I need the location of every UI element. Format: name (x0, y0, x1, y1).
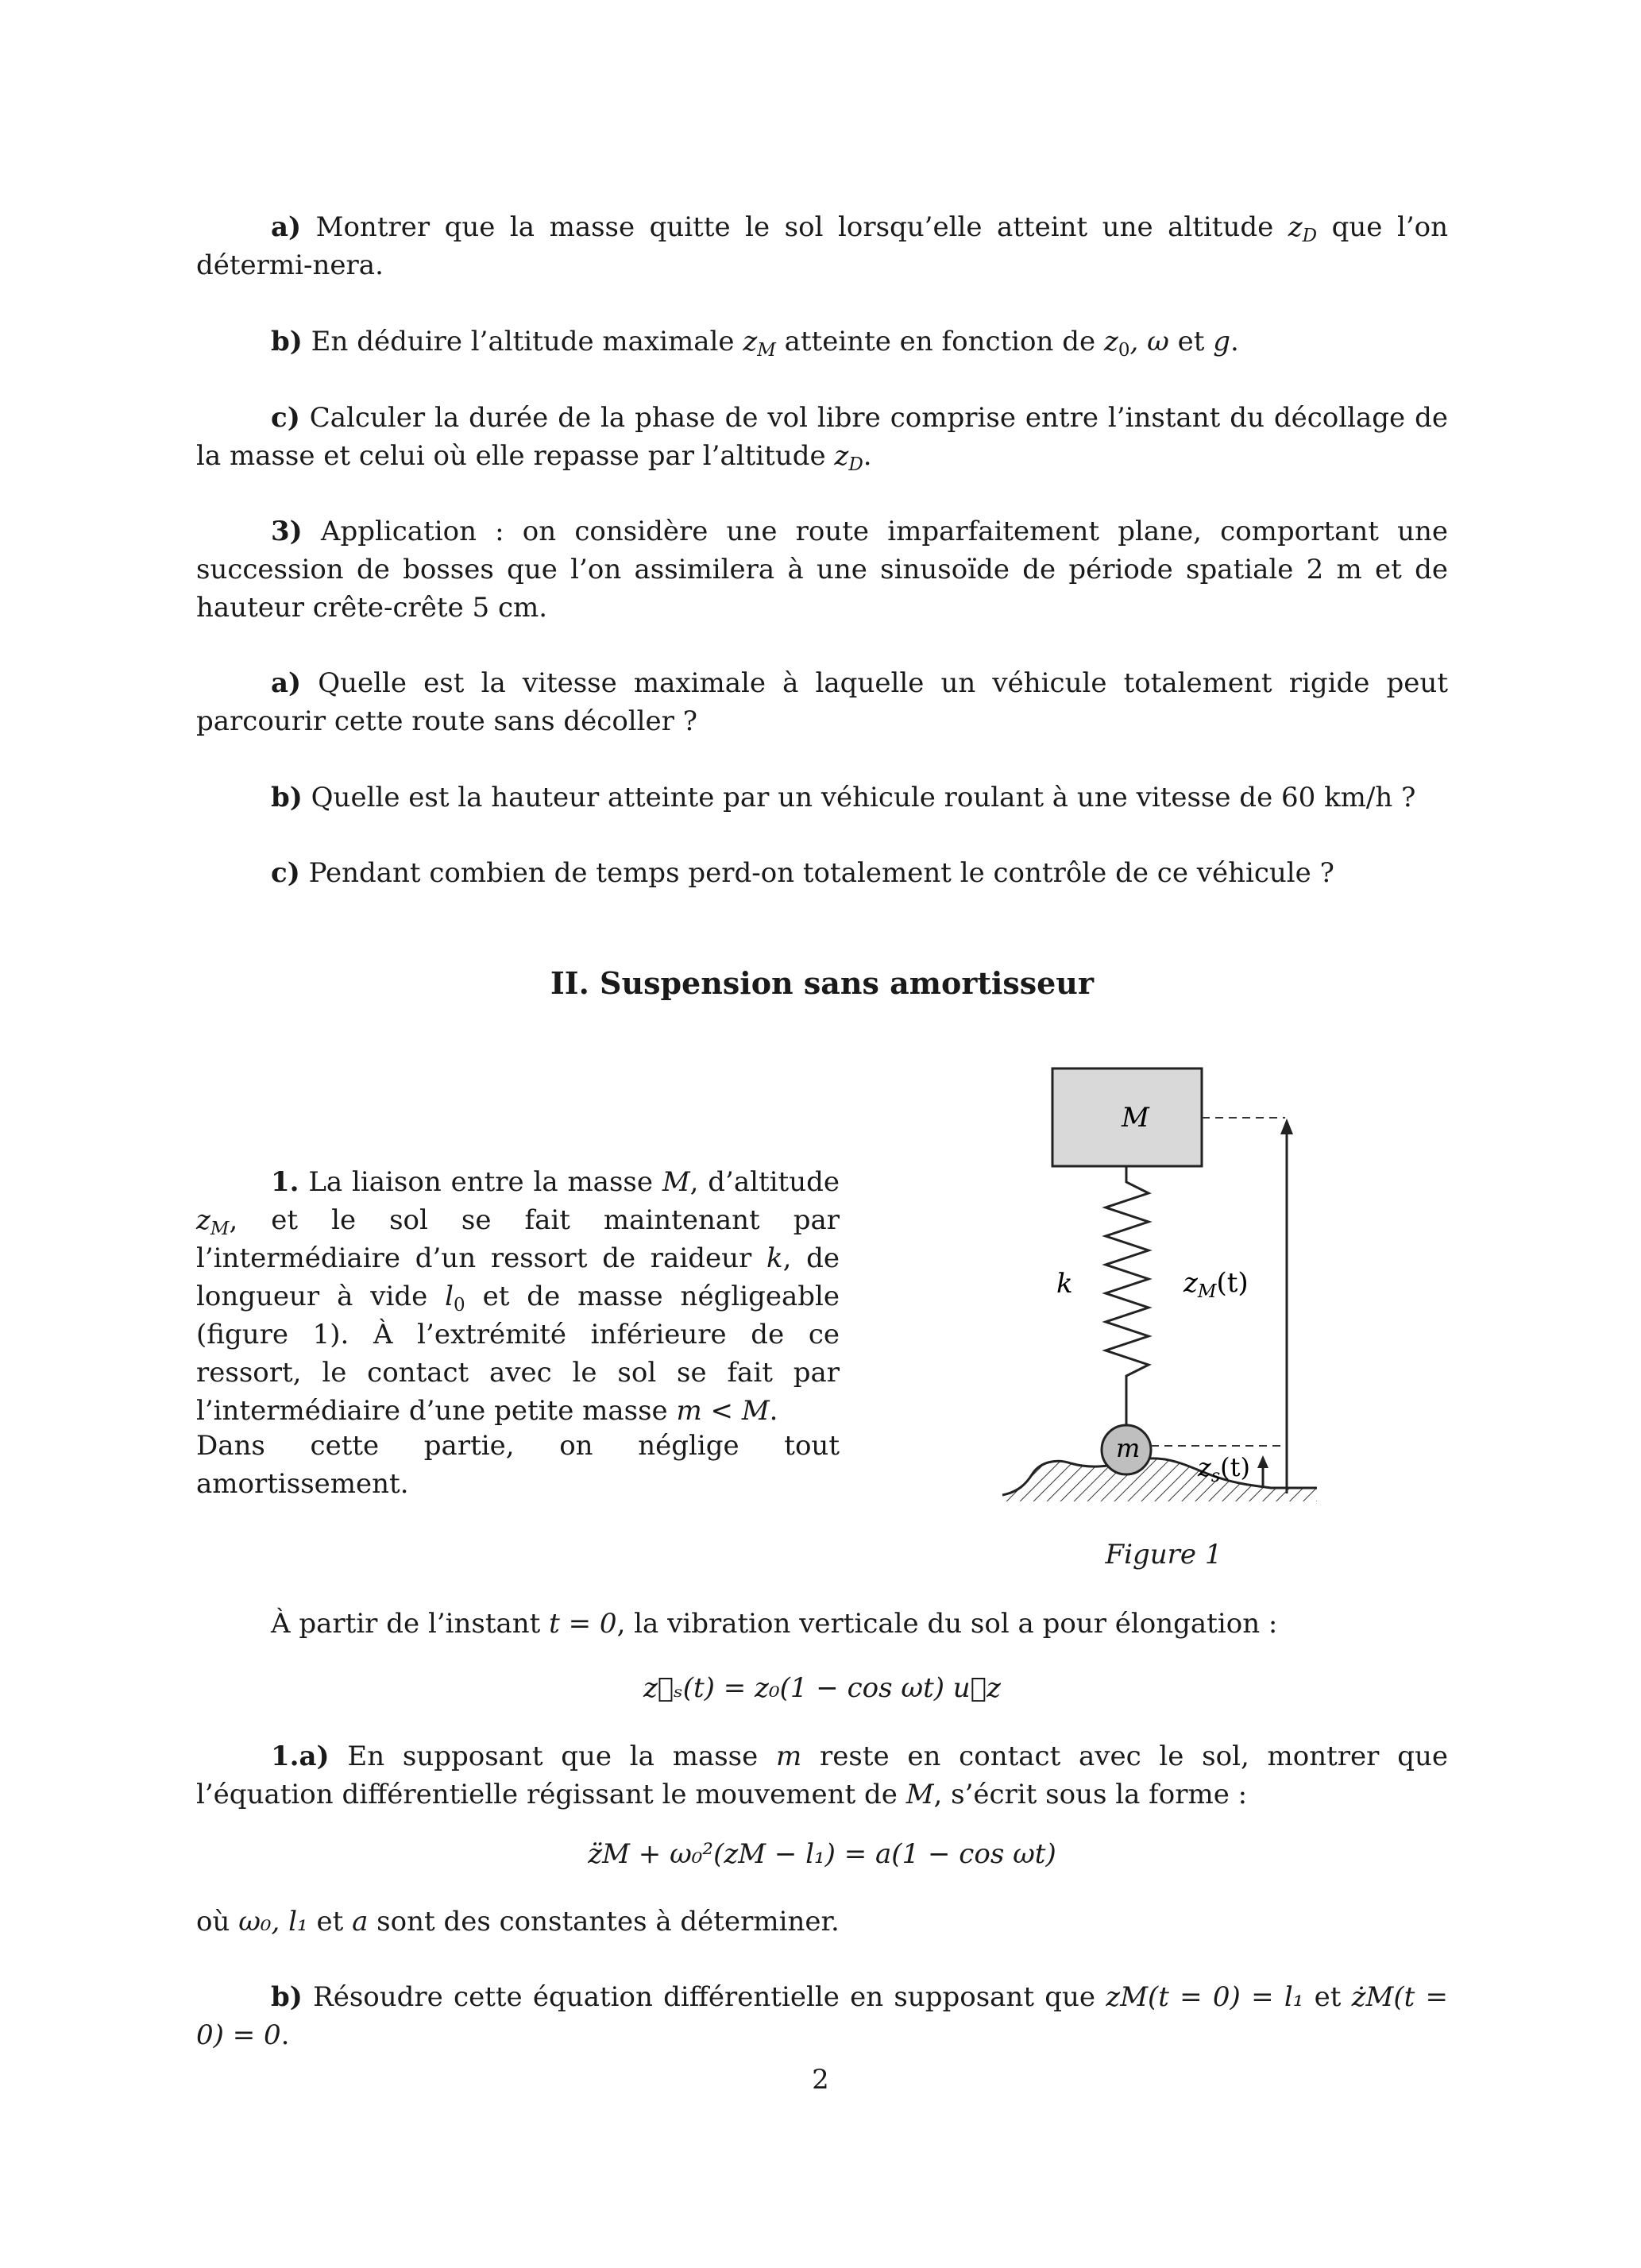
constants-note: où ω₀, l₁ et a sont des constantes à déterminer. (196, 1906, 840, 1938)
zM-label: $z_M(t)$ (1183, 1267, 1249, 1302)
spring (1106, 1166, 1149, 1426)
equation-differential: z̈M + ω₀²(zM − l₁) = a(1 − cos ωt) (588, 1838, 1056, 1870)
question-2a: a) Montrer que la masse quitte le sol lorsqu’elle atteint une altitude $z_D$ que l’on détermi-nera. (196, 211, 1448, 281)
question-3c: c) Pendant combien de temps perd-on totalement le contrôle de ce véhicule ? (271, 857, 1334, 889)
equation-zs: z⃗ₛ(t) = z₀(1 − cos ωt) u⃗z (643, 1672, 1002, 1704)
question-3: 3) Application : on considère une route imparfaitement plane, comportant une succession de bosses que l’on assimilera à une sinusoïde de période spatiale 2 m et de hauteur crête-crête 5 cm. (196, 516, 1448, 624)
question-1a: 1.a) En supposant que la masse m reste en contact avec le sol, montrer que l’équation différentielle régissant le mouvement de M, s’écrit sous la forme : (196, 1741, 1448, 1810)
zM-arrowhead (1280, 1119, 1293, 1134)
page-number: 2 (812, 2064, 829, 2096)
intro-ground-vibration: À partir de l’instant t = 0, la vibration verticale du sol a pour élongation : (271, 1608, 1278, 1640)
question-2b: b) En déduire l’altitude maximale $z_M$ atteinte en fonction de $z_0$, ω et g. (271, 326, 1239, 361)
section-title: II. Suspension sans amortisseur (550, 965, 1094, 1001)
mass-m-label: m (1116, 1433, 1141, 1463)
figure-1-diagram (997, 1057, 1346, 1501)
question-2c: c) Calculer la durée de la phase de vol libre comprise entre l’instant du décollage de la masse et celui où elle repasse par l’altitude $z_D$. (196, 402, 1448, 475)
mass-M-label: M (1122, 1102, 1149, 1134)
figure-caption: Figure 1 (1105, 1539, 1222, 1571)
question-3a: a) Quelle est la vitesse maximale à laquelle un véhicule totalement rigide peut parcourir cette route sans décoller ? (196, 667, 1448, 737)
no-damping-note: Dans cette partie, on néglige tout amortissement. (196, 1430, 840, 1500)
question-1b: b) Résoudre cette équation différentielle en supposant que zM(t = 0) = l₁ et żM(t = 0) = 0. (196, 1981, 1449, 2051)
ground-hatching (1002, 1459, 1317, 1501)
zs-arrowhead (1257, 1455, 1268, 1468)
spring-k-label: k (1056, 1268, 1073, 1300)
part1-intro: 1. La liaison entre la masse M, d’altitude $z_M$, et le sol se fait maintenant par l’intermédiaire d’un ressort de raideur k, de longueur à vide $l_0$ et de masse négligeable (figure 1). À l’extrémité inférieure de ce ressort, le contact avec le sol se fait par l’intermédiaire d’une petite masse m < M. (196, 1166, 840, 1427)
question-3b: b) Quelle est la hauteur atteinte par un véhicule roulant à une vitesse de 60 km/h ? (271, 782, 1416, 813)
zs-label: $z_s(t)$ (1198, 1452, 1250, 1486)
